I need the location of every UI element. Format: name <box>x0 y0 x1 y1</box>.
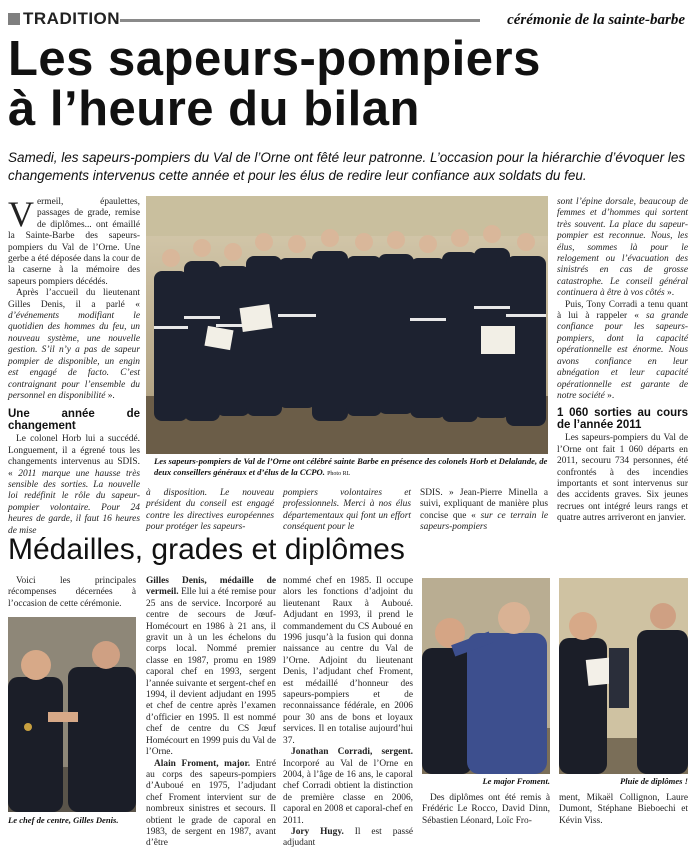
medals-intro-text: Voici les principales récompenses décernées à l’occasion de cette cérémonie. <box>8 576 136 609</box>
article-column-5 <box>557 197 688 527</box>
rubrique <box>8 10 120 28</box>
rubrique-label: TRADITION <box>23 9 121 28</box>
photo-diplomas-image <box>559 578 688 774</box>
col5-quote-end: ». <box>664 288 675 299</box>
medal-hugy-text: Il est passé adjudant <box>283 826 413 849</box>
headline-line-1: Les sapeurs-pompiers <box>8 32 541 86</box>
article-column-4 <box>420 488 548 533</box>
medals-column-3 <box>283 576 413 849</box>
photo-major-caption: Le major Froment. <box>482 776 550 786</box>
diplomas-text-2: ment, Mikaël Collignon, Laure Dumont, Stéphane Bieboechi et Kévin Viss. <box>559 793 688 826</box>
col5-paragraph-2: Puis, Tony Corradi a tenu quant à lui à rappeler « <box>557 299 688 322</box>
col1-paragraph-1: ermeil, épaulettes, passages de grade, remise de diplômes... ont émaillé la Sainte-Barbe des sapeurs-pompiers du Val de l’Orne. Une gerbe a été déposée dans la cour de la caserne à la mémoire des sapeurs pompiers décédés. <box>8 197 140 287</box>
header-rule <box>120 19 480 22</box>
main-photo-caption <box>154 456 549 480</box>
col4-quote: sur ce terrain le sapeurs-pompiers <box>420 510 548 533</box>
standfirst: Samedi, les sapeurs-pompiers du Val de l’Orne ont fêté leur patronne. L’occasion pour la hiérarchie d’évoquer les changements intervenus cette année et pour les élus de redire leur confiance aux soldats du feu. <box>8 150 686 183</box>
medal-corradi-name: Jonathan Corradi, sergent. <box>291 747 413 758</box>
article-column-2 <box>146 488 274 533</box>
medal-froment-continued: nommé chef en 1985. Il occupe alors les fonctions d’adjoint du lieutenant Raux à Auboué. Adjudant en 1993, il prend le commandement du CS Auboué en 1996 jusqu’à la fusion qui donna naissance au centre du Val de l’Orne. Adjoint du lieutenant Denis, l’adjudant chef Froment, est médaillé d’honneur des sapeurs-pompiers et de reconnaissance fédérale, en 2006 pour 30 ans de bons et loyaux services. Il en totalise aujourd’hui 37. <box>283 576 413 746</box>
medal-froment-name: Alain Froment, major. <box>154 758 251 769</box>
main-photo <box>146 196 548 454</box>
col3-text: pompiers volontaires et professionnels. Merci à nos élus départementaux qui font un effort conséquent pour le <box>283 488 411 533</box>
section-label: cérémonie de la sainte-barbe <box>507 12 685 28</box>
col5-paragraph-3: Les sapeurs-pompiers du Val de l’Orne ont fait 1 060 départs en 2011, secouru 734 personnes, été confrontés à des incendies importants et sont intervenus sur des accidents graves. Six jeunes recrues ont intégré leurs rangs et quatre autres arriveront en janvier. <box>557 433 688 524</box>
col1-paragraph-3: Le colonel Horb lui a succédé. Longuement, il a égrené tous les changements intervenus au SDIS. « <box>8 434 140 479</box>
main-caption-text: Les sapeurs-pompiers de Val de l’Orne ont célébré sainte Barbe en présence des colonels Horb et Delalande, de deux conseillers généraux et d’élus de la CCPO. <box>154 456 548 477</box>
medals-intro <box>8 576 136 612</box>
diplomas-column-2 <box>559 793 688 829</box>
main-photo-image <box>146 196 548 454</box>
photo-diplomas <box>559 578 688 774</box>
col2-text: à disposition. Le nouveau président du conseil est engagé contre les directives européennes pour protéger les sapeurs- <box>146 488 274 533</box>
article-column-3 <box>283 488 411 533</box>
medals-title: Médailles, grades et diplômes <box>8 533 405 566</box>
col1-quote-end: ». <box>105 390 115 401</box>
photo-chief <box>8 617 136 812</box>
col5-quote-2: sa grande confiance pour les sapeurs-pompiers, dont la capacité opérationnelle est énorme. Nous avons confiance en leur abnégation et leur capacité opérationnelle est garante de notre société <box>557 311 688 401</box>
photo-major-image <box>422 578 550 774</box>
photo-diplomas-caption: Pluie de diplômes ! <box>619 776 688 786</box>
article-column-1 <box>8 194 141 536</box>
drop-cap: V <box>8 194 34 234</box>
medal-corradi-text: Incorporé au Val de l’Orne en 2004, à l’âge de 16 ans, le caporal chef Corradi obtient la distinction de première classe en 2006, caporal en 2008 et caporal-chef en 2011. <box>283 758 413 826</box>
medal-denis-text: Elle lui a été remise pour 25 ans de service. Incorporé au centre de secours de Jœuf-Homécourt en 1986 à 21 ans, il gravit un à un les échelons du corps local. Nommé premier classe en 1987, promu en 1989 caporal chef en 1993, sergent l’année suivante et sergent-chef en 1994, il devient adjudant en 1995 et chef de centre après l’examen d’officier en 1995. Il est nommé chef de centre du CS Jœuf Homécourt en 1999 puis du Val de l’Orne. <box>146 587 277 758</box>
diplomas-column-1 <box>422 793 550 829</box>
col5-quote-1: sont l’épine dorsale, beaucoup de femmes et d’hommes qui sortent très souvent. La place du sapeur-pompier est reconnue. Nous, les élus, sommes là pour le relogement ou l’évacuation des sinistrés en cas de grosse catastrophe. Le conseil général continuera à être à vos côtés <box>557 197 688 299</box>
diplomas-text-1: Des diplômes ont été remis à Frédéric Le Rocco, David Dinn, Sébastien Léonard, Loïc Fro- <box>422 793 550 826</box>
col5-quote-end-2: ». <box>604 390 615 401</box>
headline-line-2: à l’heure du bilan <box>8 82 420 136</box>
headline <box>8 34 688 134</box>
col1-paragraph-2: Après l’accueil du lieutenant Gilles Denis, il a parlé « <box>8 288 140 310</box>
col1-quote-1: d’événements modifiant le quotidien des hommes du feu, un nouveau système, une nouvelle gestion. S’il n’y a pas de sapeur pompier de disponible, un engin est engagé de facto. C’est contraignant pour l’ensemble du personnel en disponibilité <box>8 311 140 401</box>
medal-hugy-name: Jory Hugy. <box>291 826 344 837</box>
col4-text: SDIS. » Jean-Pierre Minella a suivi, expliquant de manière plus concise que « <box>420 488 548 521</box>
intertitle-1: Une année de changement <box>8 408 140 433</box>
photo-major <box>422 578 550 774</box>
col1-quote-2: 2011 marque une hausse très sensible des sorties. La nouvelle loi redéfinit le rôle du sapeur-pompier volontaire. Pour 24 heures de garde, il faut 16 heures de mise <box>8 468 141 536</box>
medal-froment-text: Entré au corps des sapeurs-pompiers d’Auboué en 1975, l’adjudant chef Froment intervient sur de nombreux sinistres et secours. Il obtient le grade de caporal en 1983, de sergent en 1987, avant d’être <box>146 758 276 849</box>
photo-credit: Photo RL <box>327 471 351 477</box>
intertitle-2: 1 060 sorties au cours de l’année 2011 <box>557 407 688 432</box>
medals-column-2 <box>146 576 277 849</box>
photo-chief-image <box>8 617 136 812</box>
rubrique-square <box>8 13 20 25</box>
medal-denis-name: Gilles Denis, médaille de vermeil. <box>146 576 276 598</box>
photo-chief-caption: Le chef de centre, Gilles Denis. <box>8 815 119 825</box>
